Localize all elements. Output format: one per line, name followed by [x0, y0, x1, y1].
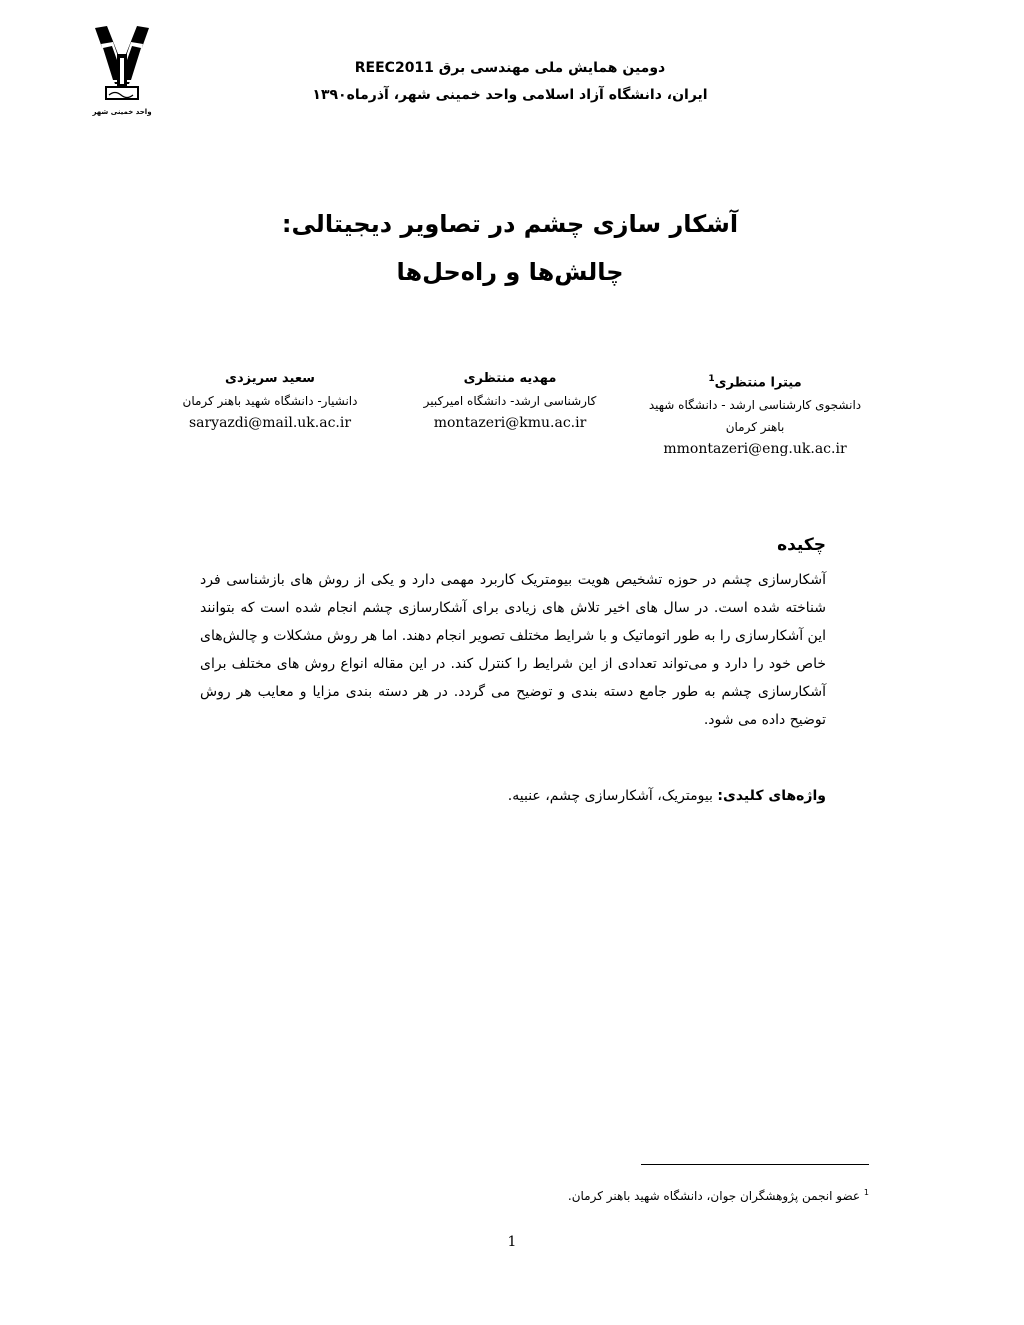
author-3: [165, 368, 375, 434]
abstract-body: آشکارسازی چشم در حوزه تشخیص هویت بیومتریک کاربرد مهمی دارد و یکی از روش های بازشناسی فرد شناخته شده است. در سال های اخیر تلاش های زیادی برای آشکارسازی چشم انجام شده است که بتوانند این آشکارسازی را به طور اتوماتیک و با شرایط مختلف تصویر انجام دهند. اما هر روش مشکلات و چالش‌های خاص خود را دارد و می‌تواند تعدادی از این شرایط را کنترل کند. در این مقاله انواع روش های مختلف برای آشکارسازی چشم به طور جامع دسته بندی و توضیح می گردد. در هر دسته بندی مزایا و معایب هر روش توضیح داده می شود.: [200, 572, 826, 728]
author-email[interactable]: mmontazeri@eng.uk.ac.ir: [663, 441, 847, 458]
author-name: سعید سریزدی: [225, 371, 315, 386]
author-affiliation: دانشیار- دانشگاه شهید باهنر کرمان: [182, 394, 358, 408]
university-logo: [90, 24, 154, 124]
paper-title: [250, 200, 770, 296]
footnote-ref: 1: [708, 374, 715, 384]
author-1: [640, 368, 870, 460]
author-email[interactable]: saryazdi@mail.uk.ac.ir: [188, 415, 352, 431]
paper-title-line1: آشکار سازی چشم در تصاویر دیجیتالی:: [281, 210, 739, 238]
page-number: 1: [507, 1234, 517, 1250]
author-2: [410, 368, 610, 434]
author-name: میترا منتظری$^1$: [708, 374, 802, 391]
author-email[interactable]: montazeri@kmu.ac.ir: [433, 415, 587, 431]
abstract-heading: چکیده: [777, 535, 826, 555]
author-name: مهدیه منتظری: [463, 371, 557, 386]
author-affiliation: کارشناسی ارشد- دانشگاه امیرکبیر: [423, 394, 597, 408]
footnote: [568, 1188, 869, 1203]
footnote-divider: [641, 1164, 869, 1165]
keywords-text: بیومتریک، آشکارسازی چشم، عنبیه.: [507, 788, 713, 804]
university-emblem-icon: [93, 24, 151, 108]
footnote-text: عضو انجمن پژوهشگران جوان، دانشگاه شهید باهنر کرمان.: [567, 1189, 861, 1203]
footnote-marker: 1: [863, 1188, 869, 1197]
author-affiliation-cont: باهنر کرمان: [725, 420, 785, 435]
paper-title-line2: چالش‌ها و راه‌حل‌ها: [396, 258, 624, 286]
logo-caption: واحد خمینی شهر: [92, 108, 152, 116]
keywords: [508, 788, 826, 804]
author-affiliation: دانشجوی کارشناسی ارشد - دانشگاه شهید: [648, 398, 862, 413]
keywords-label: واژه‌های کلیدی:: [717, 788, 826, 804]
conference-name: دومین همایش ملی مهندسی برق REEC2011: [354, 60, 666, 76]
conference-location: ایران، دانشگاه آزاد اسلامی واحد خمینی شهر، آذرماه۱۳۹۰: [312, 87, 708, 103]
conference-header: [300, 60, 720, 103]
